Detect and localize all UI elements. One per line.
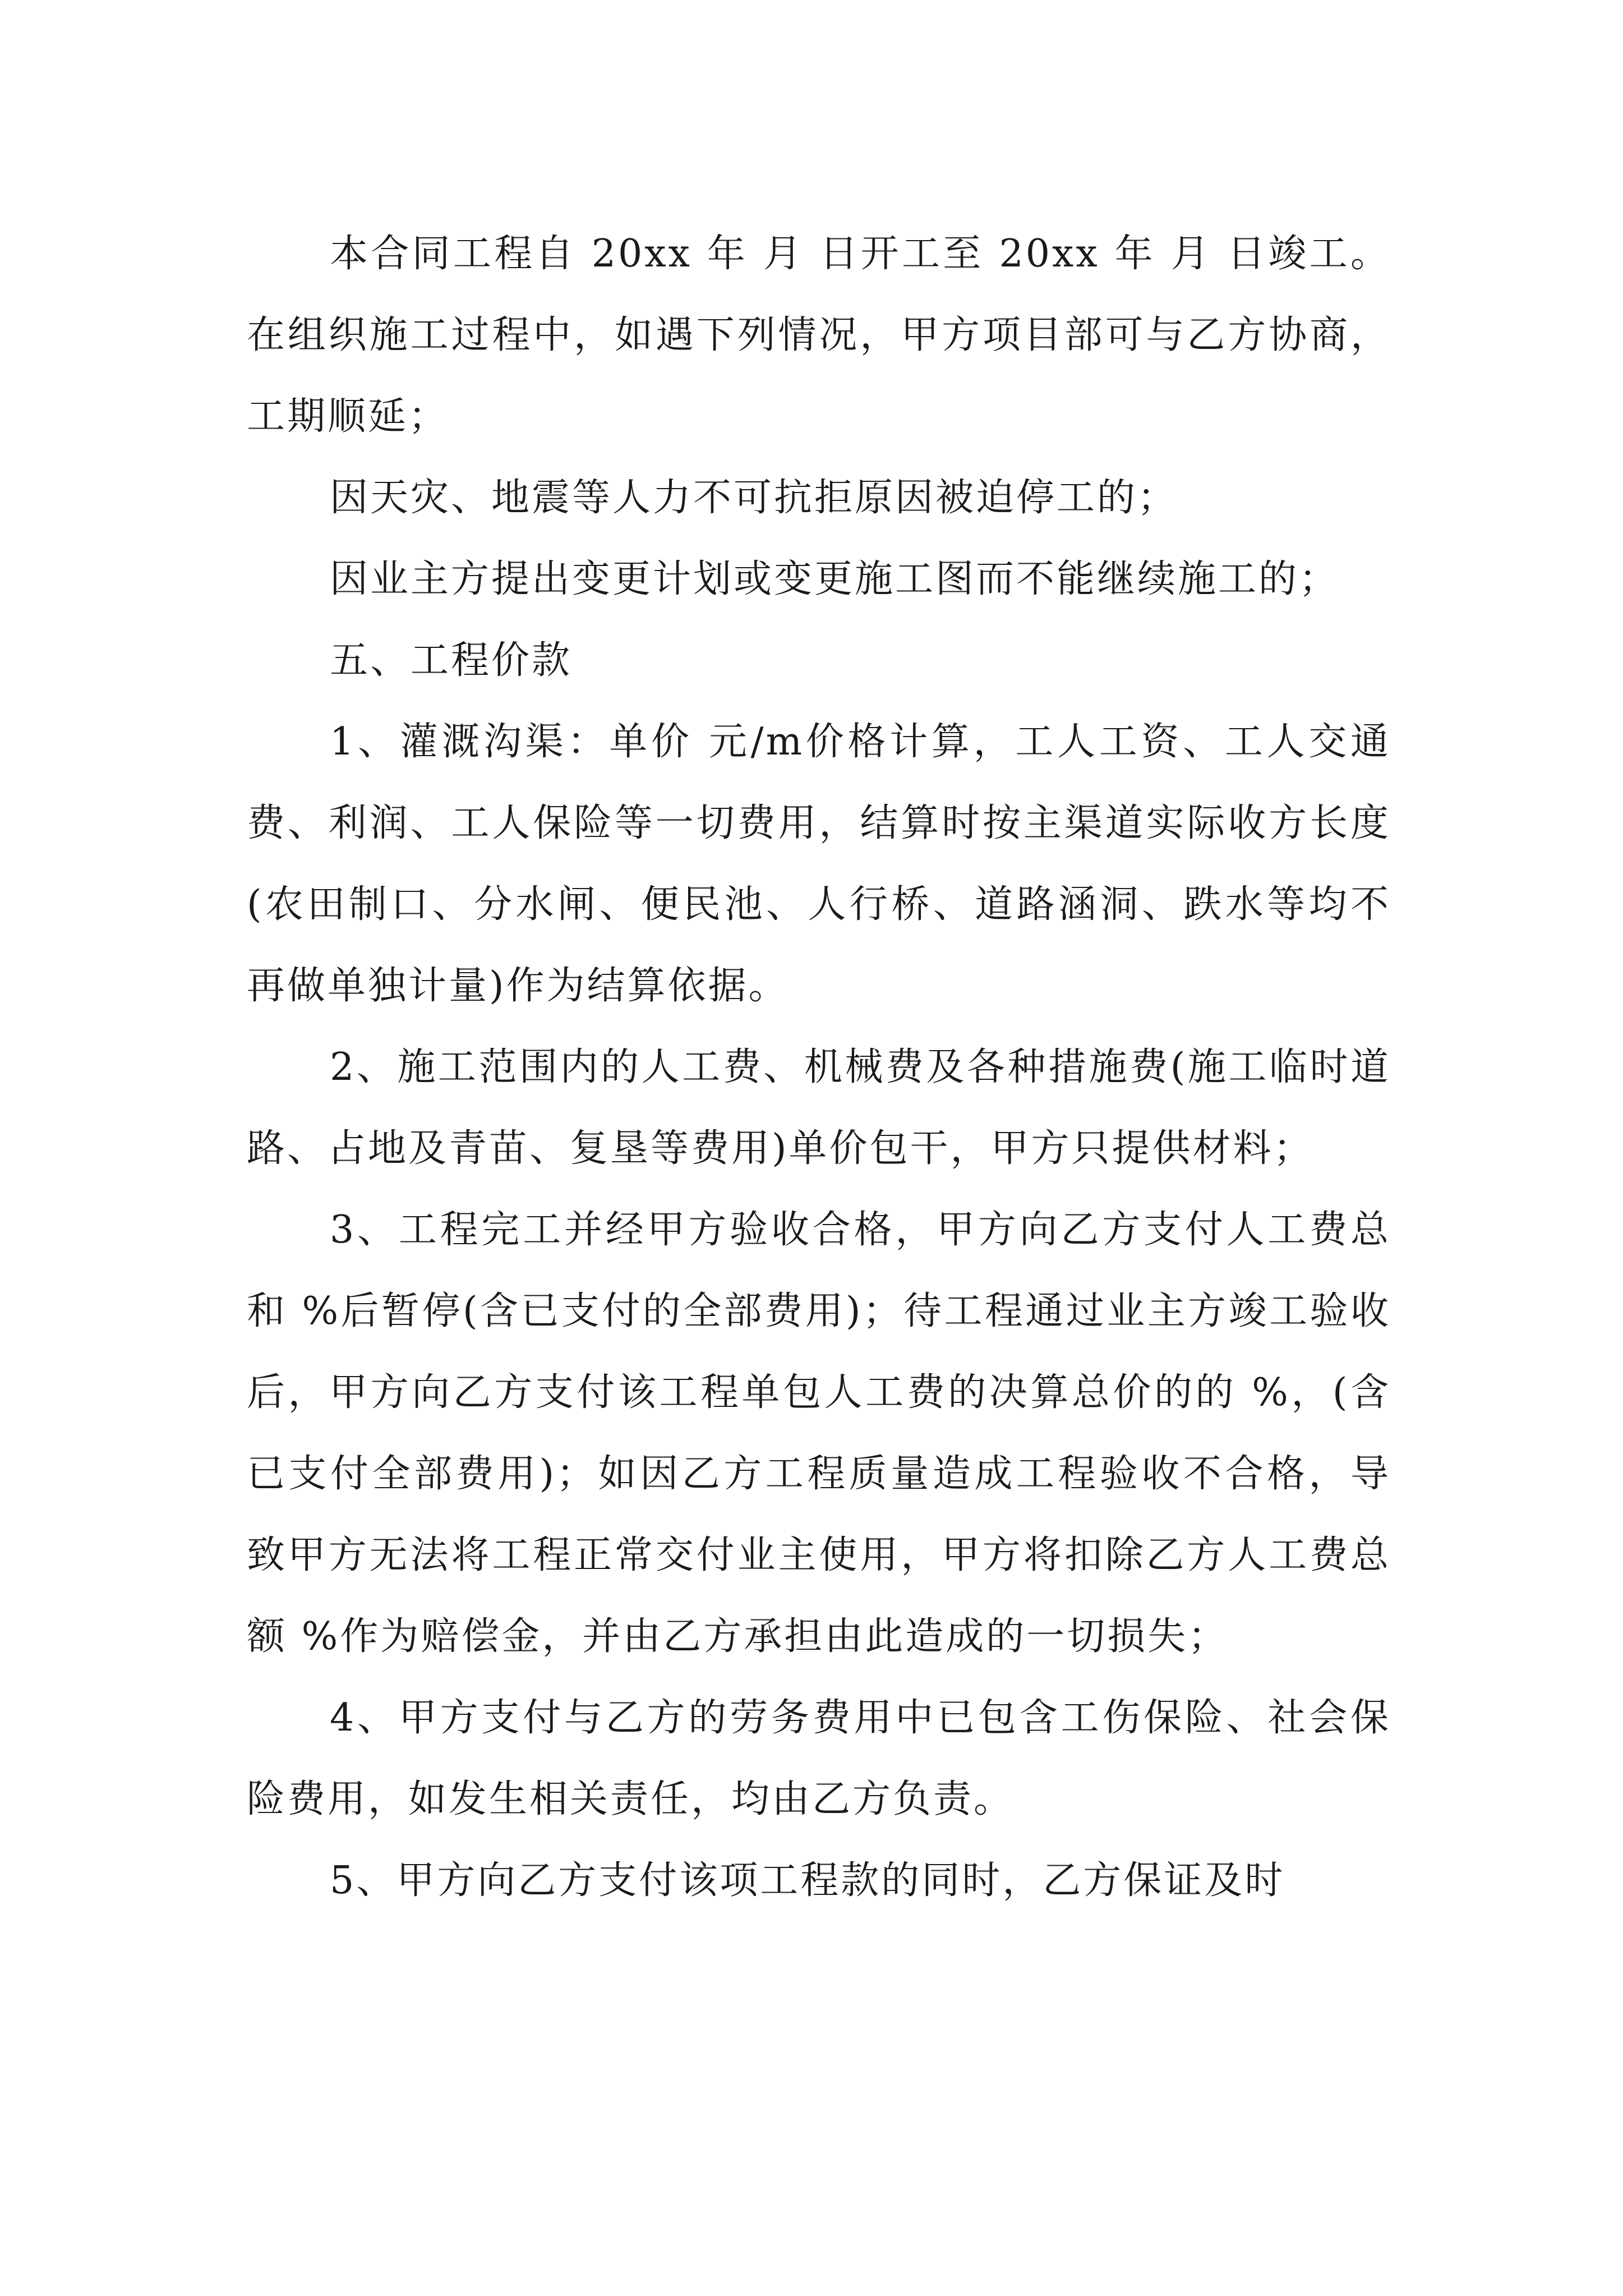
paragraph-construction-period: 本合同工程自 20xx 年 月 日开工至 20xx 年 月 日竣工。在组织施工过程中，如遇下列情况，甲方项目部可与乙方协商，工期顺延； <box>247 232 1391 439</box>
paragraph-force-majeure: 因天灾、地震等人力不可抗拒原因被迫停工的； <box>330 476 1178 520</box>
document-body <box>247 213 1391 1921</box>
section-heading-price: 五、工程价款 <box>330 638 573 683</box>
clause-3-payment-terms: 3、工程完工并经甲方验收合格，甲方向乙方支付人工费总和 %后暂停(含已支付的全部费用)；待工程通过业主方竣工验收后，甲方向乙方支付该工程单包人工费的决算总价的的 %，(含已支付全部费用)；如因乙方工程质量造成工程验收不合格，导致甲方无法将工程正常交付业主使用，甲方将扣除乙方人工费总额 %作为赔偿金，并由乙方承担由此造成的一切损失； <box>247 1208 1391 1659</box>
clause-1-irrigation-channel: 1、灌溉沟渠：单价 元/m价格计算，工人工资、工人交通费、利润、工人保险等一切费用，结算时按主渠道实际收方长度(农田制口、分水闸、便民池、人行桥、道路涵洞、跌水等均不再做单独计量)作为结算依据。 <box>247 720 1391 1008</box>
clause-4-insurance: 4、甲方支付与乙方的劳务费用中已包含工伤保险、社会保险费用，如发生相关责任，均由乙方负责。 <box>247 1696 1391 1821</box>
paragraph-design-change: 因业主方提出变更计划或变更施工图而不能继续施工的； <box>330 557 1340 601</box>
clause-2-lump-sum: 2、施工范围内的人工费、机械费及各种措施费(施工临时道路、占地及青苗、复垦等费用)单价包干，甲方只提供材料； <box>247 1045 1391 1171</box>
clause-5-payment-guarantee: 5、甲方向乙方支付该项工程款的同时，乙方保证及时 <box>330 1858 1285 1903</box>
